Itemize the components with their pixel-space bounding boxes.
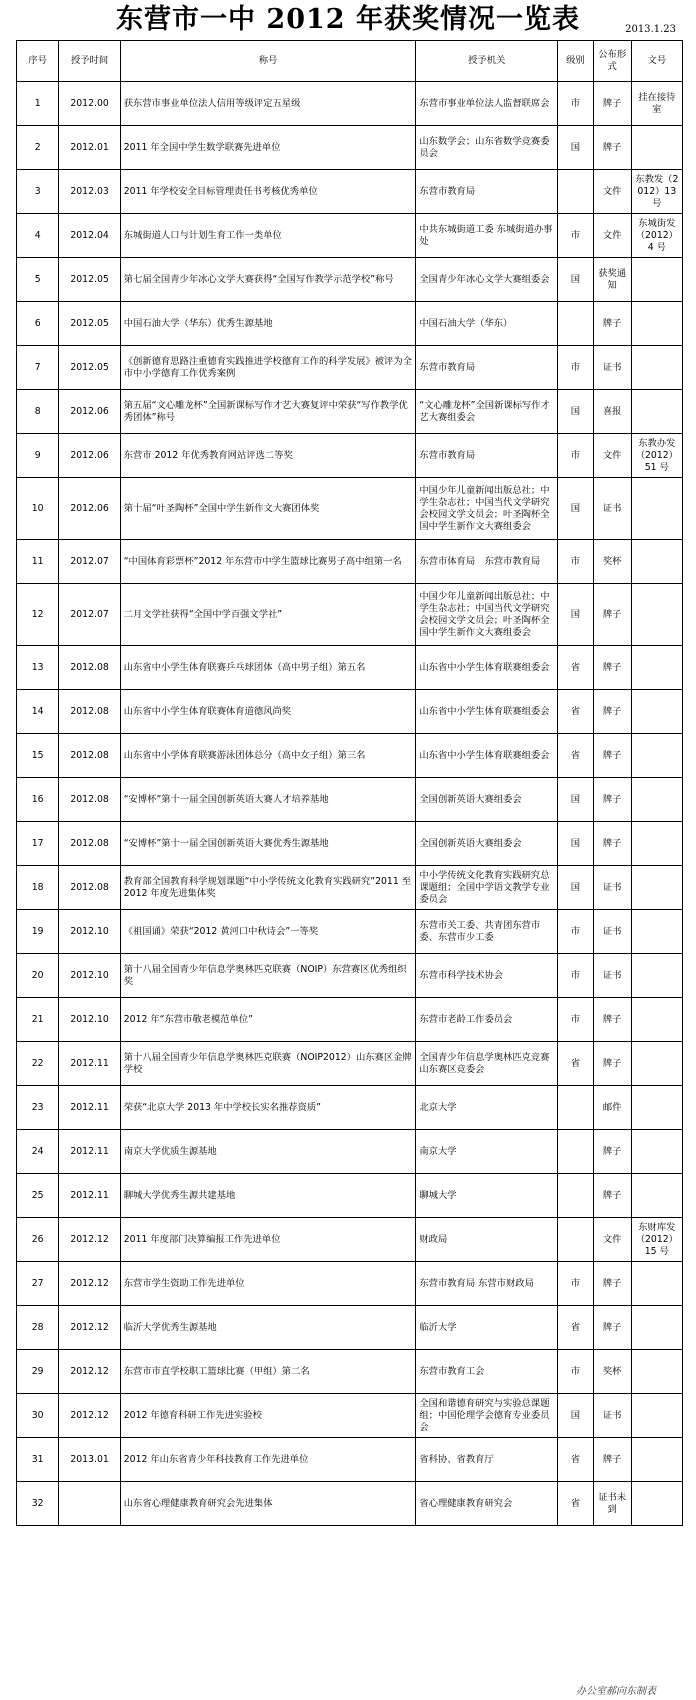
row-doc [631, 822, 682, 866]
row-name: 东营市学生资助工作先进单位 [120, 1262, 416, 1306]
table-row [17, 1218, 683, 1262]
row-level: 省 [558, 1306, 594, 1350]
row-level: 市 [558, 1350, 594, 1394]
row-name: 获东营市事业单位法人信用等级评定五星级 [120, 82, 416, 126]
row-org: 东营市教育局 [416, 170, 558, 214]
row-seq: 15 [17, 734, 59, 778]
row-doc [631, 126, 682, 170]
row-time [59, 1482, 120, 1526]
row-time: 2012.12 [59, 1218, 120, 1262]
row-org: 中国少年儿童新闻出版总社；中学生杂志社；中国当代文学研究会校园文学文员会；叶圣陶杯全国中学生新作文大赛组委会 [416, 584, 558, 646]
row-org: 东营市老龄工作委员会 [416, 998, 558, 1042]
row-name: 2012 年“东营市敬老模范单位” [120, 998, 416, 1042]
table-body [17, 82, 683, 1526]
row-doc [631, 998, 682, 1042]
row-level [558, 1174, 594, 1218]
row-form: 牌子 [593, 584, 631, 646]
row-time: 2012.11 [59, 1086, 120, 1130]
row-seq: 19 [17, 910, 59, 954]
row-name: “中国体育彩票杯”2012 年东营市中学生篮球比赛男子高中组第一名 [120, 540, 416, 584]
table-row [17, 1350, 683, 1394]
row-org: 东营市体育局 东营市教育局 [416, 540, 558, 584]
row-org: 临沂大学 [416, 1306, 558, 1350]
row-form: 证书 [593, 954, 631, 998]
table-row [17, 126, 683, 170]
row-org: 南京大学 [416, 1130, 558, 1174]
row-name: 2011 年学校安全目标管理责任书考核优秀单位 [120, 170, 416, 214]
row-level: 市 [558, 434, 594, 478]
row-time: 2012.08 [59, 734, 120, 778]
row-doc [631, 690, 682, 734]
row-time: 2012.08 [59, 646, 120, 690]
header-level: 级别 [558, 41, 594, 82]
row-form: 证书 [593, 478, 631, 540]
row-org: 东营市教育局 [416, 346, 558, 390]
row-org: 山东数学会；山东省数学竞赛委员会 [416, 126, 558, 170]
row-org: 全国青少年冰心文学大赛组委会 [416, 258, 558, 302]
row-form: 牌子 [593, 1174, 631, 1218]
row-form: 牌子 [593, 646, 631, 690]
row-doc: 东教发（2012）13 号 [631, 170, 682, 214]
row-seq: 28 [17, 1306, 59, 1350]
table-row [17, 346, 683, 390]
row-name: 第十八届全国青少年信息学奥林匹克联赛（NOIP2012）山东赛区金牌学校 [120, 1042, 416, 1086]
row-time: 2012.08 [59, 778, 120, 822]
row-seq: 31 [17, 1438, 59, 1482]
row-org: 全国创新英语大赛组委会 [416, 778, 558, 822]
row-org: 财政局 [416, 1218, 558, 1262]
table-row [17, 1042, 683, 1086]
row-name: 临沂大学优秀生源基地 [120, 1306, 416, 1350]
table-row [17, 1306, 683, 1350]
row-org: 东营市关工委、共青团东营市委、东营市少工委 [416, 910, 558, 954]
table-row [17, 434, 683, 478]
row-doc [631, 1438, 682, 1482]
row-name: 第十届“叶圣陶杯”全国中学生新作文大赛团体奖 [120, 478, 416, 540]
row-level: 国 [558, 390, 594, 434]
row-time: 2012.10 [59, 954, 120, 998]
row-doc [631, 1482, 682, 1526]
row-level: 市 [558, 346, 594, 390]
row-name: 二月文学社获得“全国中学百强文学社” [120, 584, 416, 646]
header-org: 授予机关 [416, 41, 558, 82]
row-seq: 14 [17, 690, 59, 734]
row-level: 省 [558, 1438, 594, 1482]
row-org: 山东省中小学生体育联赛组委会 [416, 646, 558, 690]
row-seq: 9 [17, 434, 59, 478]
row-form: 证书 [593, 866, 631, 910]
row-name: 东城街道人口与计划生育工作一类单位 [120, 214, 416, 258]
row-org: 中国石油大学（华东） [416, 302, 558, 346]
row-doc [631, 646, 682, 690]
table-row [17, 258, 683, 302]
row-level: 省 [558, 1042, 594, 1086]
row-level: 省 [558, 734, 594, 778]
row-level [558, 1086, 594, 1130]
row-seq: 22 [17, 1042, 59, 1086]
row-seq: 32 [17, 1482, 59, 1526]
row-level: 国 [558, 478, 594, 540]
row-form: 证书 [593, 346, 631, 390]
table-row [17, 778, 683, 822]
row-name: “安博杯”第十一届全国创新英语大赛人才培养基地 [120, 778, 416, 822]
row-seq: 6 [17, 302, 59, 346]
row-doc [631, 778, 682, 822]
row-name: 第七届全国青少年冰心文学大赛获得“全国写作教学示范学校”称号 [120, 258, 416, 302]
table-row [17, 302, 683, 346]
row-org: 聊城大学 [416, 1174, 558, 1218]
row-doc [631, 302, 682, 346]
row-level: 国 [558, 822, 594, 866]
row-org: 中小学传统文化教育实践研究总课题组；全国中学语文教学专业委员会 [416, 866, 558, 910]
row-doc: 东教办发（2012）51 号 [631, 434, 682, 478]
row-level: 国 [558, 866, 594, 910]
row-level: 市 [558, 540, 594, 584]
row-form: 喜报 [593, 390, 631, 434]
row-seq: 12 [17, 584, 59, 646]
row-seq: 23 [17, 1086, 59, 1130]
table-date: 2013.1.23 [625, 24, 676, 35]
header-time: 授予时间 [59, 41, 120, 82]
row-doc: 东财库发（2012）15 号 [631, 1218, 682, 1262]
row-name: 东营市 2012 年优秀教育网站评选二等奖 [120, 434, 416, 478]
row-doc: 东城街发（2012）4 号 [631, 214, 682, 258]
row-time: 2012.08 [59, 690, 120, 734]
row-form: 牌子 [593, 1130, 631, 1174]
row-seq: 26 [17, 1218, 59, 1262]
header-doc: 文号 [631, 41, 682, 82]
row-seq: 1 [17, 82, 59, 126]
row-level [558, 170, 594, 214]
row-org: 东营市教育局 东营市财政局 [416, 1262, 558, 1306]
row-org: 山东省中小学生体育联赛组委会 [416, 690, 558, 734]
page-title: 东营市一中 2012 年获奖情况一览表 [116, 4, 580, 35]
row-org: 中国少年儿童新闻出版总社；中学生杂志社；中国当代文学研究会校园文学文员会；叶圣陶杯全国中学生新作文大赛组委会 [416, 478, 558, 540]
row-org: “文心雕龙杯”全国新课标写作才艺大赛组委会 [416, 390, 558, 434]
table-row [17, 1130, 683, 1174]
row-seq: 2 [17, 126, 59, 170]
row-doc [631, 1086, 682, 1130]
row-level: 市 [558, 214, 594, 258]
row-seq: 16 [17, 778, 59, 822]
row-form: 牌子 [593, 82, 631, 126]
row-name: 《创新德育思路注重德育实践推进学校德育工作的科学发展》被评为全市中小学德育工作优秀案例 [120, 346, 416, 390]
row-seq: 10 [17, 478, 59, 540]
table-row [17, 1174, 683, 1218]
row-seq: 3 [17, 170, 59, 214]
row-name: 山东省中小学生体育联赛体育道德风尚奖 [120, 690, 416, 734]
row-name: 2012 年德育科研工作先进实验校 [120, 1394, 416, 1438]
row-level: 市 [558, 954, 594, 998]
row-level [558, 1130, 594, 1174]
row-seq: 18 [17, 866, 59, 910]
table-row [17, 866, 683, 910]
row-level [558, 1218, 594, 1262]
row-org: 省科协、省教育厅 [416, 1438, 558, 1482]
row-seq: 30 [17, 1394, 59, 1438]
row-doc [631, 1174, 682, 1218]
row-level: 国 [558, 1394, 594, 1438]
row-form: 文件 [593, 214, 631, 258]
row-seq: 4 [17, 214, 59, 258]
row-time: 2012.11 [59, 1042, 120, 1086]
row-level: 市 [558, 998, 594, 1042]
awards-table [16, 40, 683, 1526]
row-form: 牌子 [593, 778, 631, 822]
row-doc [631, 734, 682, 778]
table-row [17, 1482, 683, 1526]
table-row [17, 646, 683, 690]
row-org: 山东省中小学生体育联赛组委会 [416, 734, 558, 778]
row-org: 全国和谐德育研究与实验总课题组；中国伦理学会德育专业委员会 [416, 1394, 558, 1438]
row-seq: 27 [17, 1262, 59, 1306]
row-name: 第五届“文心雕龙杯”全国新课标写作才艺大赛复评中荣获“写作教学优秀团体”称号 [120, 390, 416, 434]
row-doc: 挂在接待室 [631, 82, 682, 126]
row-org: 全国青少年信息学奥林匹克竞赛山东赛区竞委会 [416, 1042, 558, 1086]
row-doc [631, 584, 682, 646]
table-row [17, 1438, 683, 1482]
header-seq: 序号 [17, 41, 59, 82]
row-time: 2012.11 [59, 1174, 120, 1218]
row-time: 2012.06 [59, 434, 120, 478]
row-form: 奖杯 [593, 540, 631, 584]
row-doc [631, 1350, 682, 1394]
row-name: 东营市市直学校职工篮球比赛（甲组）第二名 [120, 1350, 416, 1394]
row-level: 省 [558, 690, 594, 734]
row-time: 2012.10 [59, 910, 120, 954]
row-name: 2011 年度部门决算编报工作先进单位 [120, 1218, 416, 1262]
row-org: 东营市教育工会 [416, 1350, 558, 1394]
row-form: 邮件 [593, 1086, 631, 1130]
row-name: 教育部全国教育科学规划课题“中小学传统文化教育实践研究”2011 至 2012 年度先进集体奖 [120, 866, 416, 910]
row-name: 中国石油大学（华东）优秀生源基地 [120, 302, 416, 346]
row-form: 牌子 [593, 1042, 631, 1086]
row-name: 《祖国诵》荣获“2012 黄河口中秋诗会”一等奖 [120, 910, 416, 954]
row-name: 山东省中小学体育联赛游泳团体总分（高中女子组）第三名 [120, 734, 416, 778]
table-row [17, 540, 683, 584]
row-seq: 20 [17, 954, 59, 998]
row-doc [631, 1306, 682, 1350]
row-level: 国 [558, 778, 594, 822]
row-time: 2012.11 [59, 1130, 120, 1174]
row-name: 2012 年山东省青少年科技教育工作先进单位 [120, 1438, 416, 1482]
table-row [17, 690, 683, 734]
row-time: 2012.08 [59, 822, 120, 866]
row-level: 省 [558, 646, 594, 690]
row-org: 省心理健康教育研究会 [416, 1482, 558, 1526]
row-time: 2012.05 [59, 302, 120, 346]
row-time: 2013.01 [59, 1438, 120, 1482]
row-time: 2012.06 [59, 390, 120, 434]
row-form: 证书 [593, 1394, 631, 1438]
row-level: 市 [558, 1262, 594, 1306]
row-seq: 13 [17, 646, 59, 690]
row-form: 获奖通知 [593, 258, 631, 302]
row-name: 山东省中小学生体育联赛乒乓球团体（高中男子组）第五名 [120, 646, 416, 690]
table-row [17, 82, 683, 126]
table-row [17, 1086, 683, 1130]
row-form: 牌子 [593, 734, 631, 778]
row-doc [631, 390, 682, 434]
row-form: 牌子 [593, 126, 631, 170]
row-time: 2012.12 [59, 1262, 120, 1306]
row-doc [631, 954, 682, 998]
row-name: “安博杯”第十一届全国创新英语大赛优秀生源基地 [120, 822, 416, 866]
row-org: 全国创新英语大赛组委会 [416, 822, 558, 866]
row-form: 牌子 [593, 1262, 631, 1306]
table-row [17, 584, 683, 646]
row-level: 市 [558, 910, 594, 954]
row-seq: 24 [17, 1130, 59, 1174]
row-name: 2011 年全国中学生数学联赛先进单位 [120, 126, 416, 170]
row-time: 2012.07 [59, 540, 120, 584]
header-name: 称号 [120, 41, 416, 82]
row-time: 2012.05 [59, 258, 120, 302]
row-seq: 5 [17, 258, 59, 302]
row-time: 2012.05 [59, 346, 120, 390]
footer-note: 办公室郝向东制表 [576, 1686, 656, 1697]
row-doc [631, 910, 682, 954]
row-seq: 7 [17, 346, 59, 390]
row-time: 2012.12 [59, 1306, 120, 1350]
row-seq: 25 [17, 1174, 59, 1218]
table-row [17, 1394, 683, 1438]
table-row [17, 170, 683, 214]
row-seq: 21 [17, 998, 59, 1042]
row-time: 2012.12 [59, 1350, 120, 1394]
row-org: 中共东城街道工委 东城街道办事处 [416, 214, 558, 258]
table-row [17, 734, 683, 778]
row-doc [631, 1262, 682, 1306]
row-form: 牌子 [593, 302, 631, 346]
row-doc [631, 258, 682, 302]
row-org: 东营市科学技术协会 [416, 954, 558, 998]
row-form: 牌子 [593, 1306, 631, 1350]
table-row [17, 214, 683, 258]
row-level: 市 [558, 82, 594, 126]
row-form: 牌子 [593, 1438, 631, 1482]
row-form: 证书未到 [593, 1482, 631, 1526]
row-name: 南京大学优质生源基地 [120, 1130, 416, 1174]
row-level: 省 [558, 1482, 594, 1526]
row-doc [631, 866, 682, 910]
row-name: 山东省心理健康教育研究会先进集体 [120, 1482, 416, 1526]
row-form: 文件 [593, 1218, 631, 1262]
row-time: 2012.12 [59, 1394, 120, 1438]
table-row [17, 390, 683, 434]
row-time: 2012.03 [59, 170, 120, 214]
row-doc [631, 1394, 682, 1438]
table-row [17, 822, 683, 866]
row-doc [631, 478, 682, 540]
row-level: 国 [558, 126, 594, 170]
table-row [17, 1262, 683, 1306]
row-form: 牌子 [593, 822, 631, 866]
row-level: 国 [558, 258, 594, 302]
table-row [17, 998, 683, 1042]
row-form: 牌子 [593, 690, 631, 734]
row-name: 荣获“北京大学 2013 年中学校长实名推荐资质” [120, 1086, 416, 1130]
row-seq: 17 [17, 822, 59, 866]
row-seq: 11 [17, 540, 59, 584]
row-level [558, 302, 594, 346]
row-doc [631, 1042, 682, 1086]
row-doc [631, 346, 682, 390]
row-form: 牌子 [593, 998, 631, 1042]
row-time: 2012.07 [59, 584, 120, 646]
row-form: 奖杯 [593, 1350, 631, 1394]
table-header-row [17, 41, 683, 82]
table-row [17, 954, 683, 998]
row-time: 2012.10 [59, 998, 120, 1042]
row-time: 2012.00 [59, 82, 120, 126]
row-seq: 8 [17, 390, 59, 434]
row-time: 2012.04 [59, 214, 120, 258]
table-row [17, 478, 683, 540]
row-time: 2012.01 [59, 126, 120, 170]
row-name: 第十八届全国青少年信息学奥林匹克联赛（NOIP）东营赛区优秀组织奖 [120, 954, 416, 998]
table-row [17, 910, 683, 954]
header-form: 公布形式 [593, 41, 631, 82]
row-form: 文件 [593, 434, 631, 478]
row-org: 北京大学 [416, 1086, 558, 1130]
row-time: 2012.08 [59, 866, 120, 910]
row-time: 2012.06 [59, 478, 120, 540]
row-seq: 29 [17, 1350, 59, 1394]
row-name: 聊城大学优秀生源共建基地 [120, 1174, 416, 1218]
row-org: 东营市教育局 [416, 434, 558, 478]
row-level: 国 [558, 584, 594, 646]
row-form: 文件 [593, 170, 631, 214]
row-doc [631, 540, 682, 584]
row-org: 东营市事业单位法人监督联席会 [416, 82, 558, 126]
row-form: 证书 [593, 910, 631, 954]
row-doc [631, 1130, 682, 1174]
